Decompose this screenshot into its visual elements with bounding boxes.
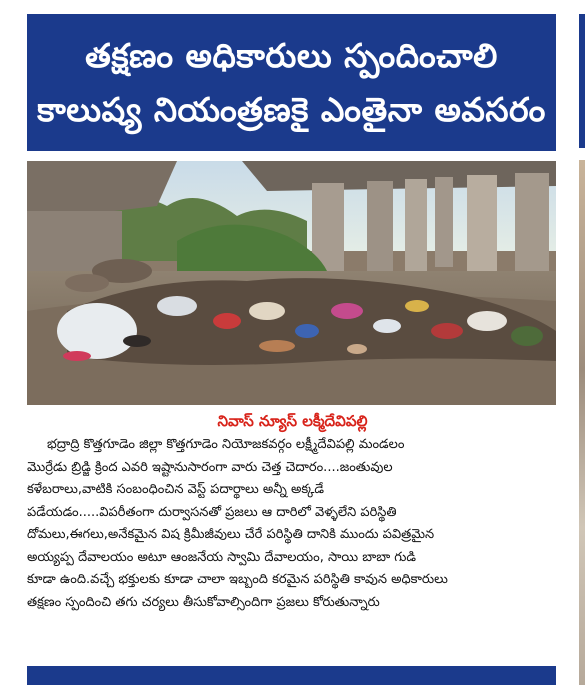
body-line: దోమలు,ఈగలు,అనేకమైన విష క్రిమీజీవులు చేరే పరిస్థితి దానికి ముందు పవిత్రమైన [27, 527, 435, 542]
article-body [27, 434, 556, 614]
news-photo [27, 161, 556, 405]
body-line: పడేయడం.....విపరీతంగా దుర్వాసనతో ప్రజలు ఆ దారిలో వెళ్ళలేని పరిస్థితి [27, 504, 397, 520]
adjacent-column-photo-edge [579, 160, 585, 685]
headline-line-1: తక్షణం అధికారులు స్పందించాలి [85, 35, 498, 75]
adjacent-column-banner-edge [579, 14, 585, 148]
body-line: మొర్రేడు బ్రిడ్జి క్రింద ఎవరి ఇష్టానుసారంగా వారు చెత్త చెదారం....జంతువుల [27, 459, 393, 475]
byline: నివాస్ న్యూస్ లక్మీదేవిపల్లి [217, 412, 368, 430]
headline-banner [27, 14, 556, 151]
body-line: కూడా ఉంది.వచ్చే భక్తులకు కూడా చాలా ఇబ్బంది కరమైన పరిస్థితి కావున అధికారులు [27, 572, 448, 587]
body-line: కళేబరాలు,వాటికి సంబంధించిన వెస్ట్ పదార్థాలు అన్నీ అక్కడే [27, 482, 325, 497]
headline-line-2: కాలుష్య నియంత్రణకై ఎంతైనా అవసరం [37, 89, 546, 129]
body-line: భద్రాద్రి కొత్తగూడెం జిల్లా కొత్తగూడెం నియోజకవర్గం లక్ష్మీదేవిపల్లి మండలం [47, 437, 405, 452]
next-headline-banner [27, 666, 556, 685]
garbage-under-bridge-photo [27, 161, 556, 405]
body-line: అయ్యప్ప దేవాలయం అటూ ఆంజనేయ స్వామి దేవాలయం, సాయి బాబా గుడి [27, 549, 416, 565]
body-line: తక్షణం స్పందించి తగు చర్యలు తీసుకోవాల్సిందిగా ప్రజలు కోరుతున్నారు [27, 594, 380, 610]
